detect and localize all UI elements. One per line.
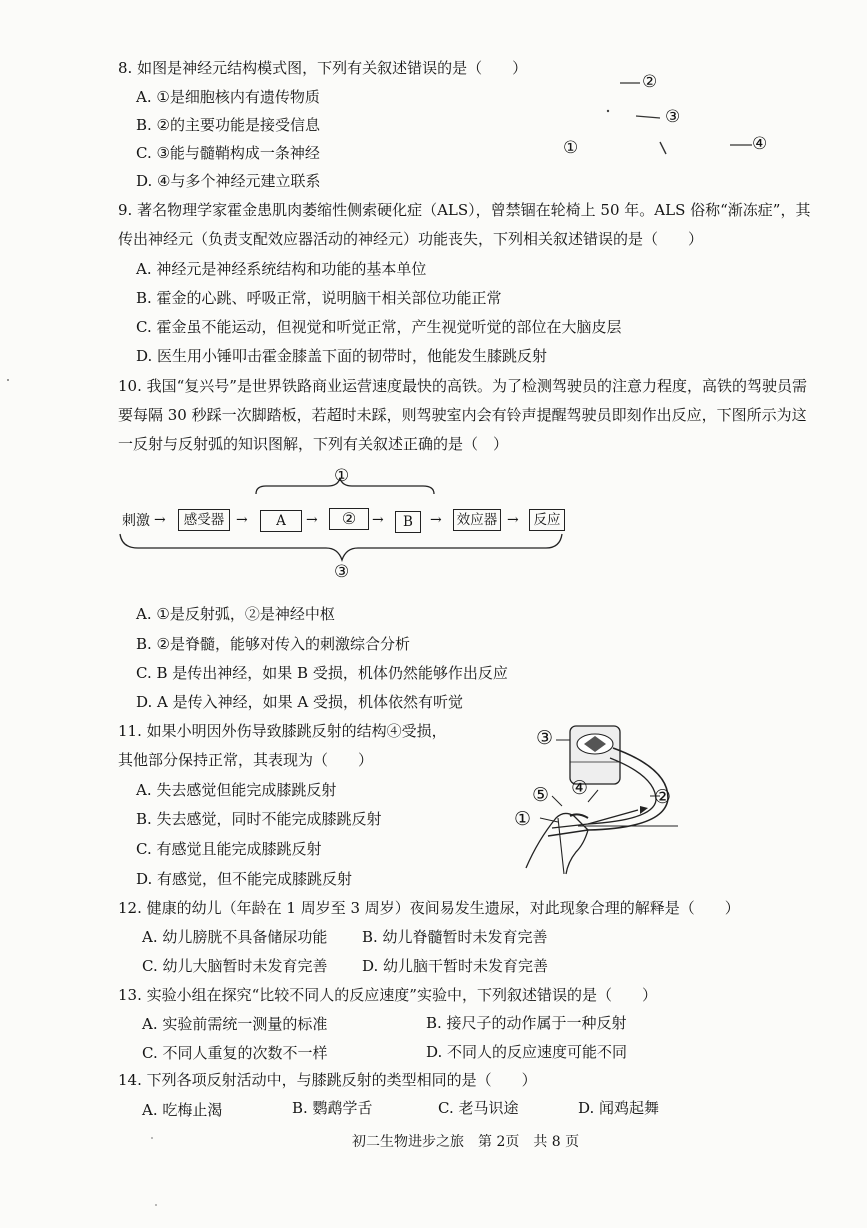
q10-stem-2: 要每隔 30 秒踩一次脚踏板，若超时未踩，则驾驶室内会有铃声提醒驾驶员即刻作出反应，下图所示为这	[118, 406, 807, 424]
q8-option-b: B. ②的主要功能是接受信息	[136, 116, 321, 134]
q10-option-a: A. ①是反射弧，②是神经中枢	[136, 605, 335, 623]
q9-option-a: A. 神经元是神经系统结构和功能的基本单位	[136, 260, 427, 278]
q11-stem-2: 其他部分保持正常，其表现为（ ）	[118, 751, 374, 769]
q8-option-c: C. ③能与髓鞘构成一条神经	[136, 144, 320, 162]
q12-option-c: C. 幼儿大脑暂时未发育完善	[142, 957, 328, 975]
q14-option-a: A. 吃梅止渴	[142, 1101, 223, 1119]
arrow-icon: →	[372, 512, 384, 528]
q11-stem-1: 11. 如果小明因外伤导致膝跳反射的结构④受损，	[118, 722, 447, 740]
q12-stem: 12. 健康的幼儿（年龄在 1 周岁至 3 周岁）夜间易发生遗尿，对此现象合理的解释是（ ）	[118, 899, 740, 917]
q10-stem-1: 10. 我国“复兴号”是世界铁路商业运营速度最快的高铁。为了检测驾驶员的注意力程度，高铁的驾驶员需	[118, 377, 807, 395]
arrow-icon: →	[236, 512, 248, 528]
q10-stem-3: 一反射与反射弧的知识图解，下列有关叙述正确的是（ ）	[118, 435, 509, 453]
q8-stem: 8. 如图是神经元结构模式图，下列有关叙述错误的是（ ）	[118, 59, 528, 77]
reflex-label-4: ④	[571, 777, 589, 799]
q10-option-b: B. ②是脊髓，能够对传入的刺激综合分析	[136, 635, 411, 653]
q13-option-c: C. 不同人重复的次数不一样	[142, 1044, 328, 1062]
q12-option-d: D. 幼儿脑干暂时未发育完善	[362, 957, 549, 975]
q14-stem: 14. 下列各项反射活动中，与膝跳反射的类型相同的是（ ）	[118, 1071, 537, 1089]
diagram-receptor: 感受器	[178, 509, 230, 531]
brace-label-3: ③	[334, 562, 350, 582]
reflex-label-5: ⑤	[532, 784, 550, 806]
diagram-stimulus: 刺激	[122, 513, 150, 529]
neuron-label-1: ①	[563, 138, 579, 158]
q9-stem-2: 传出神经元（负责支配效应器活动的神经元）功能丧失，下列相关叙述错误的是（ ）	[118, 230, 704, 248]
diagram-response: 反应	[529, 509, 565, 531]
diagram-b: B	[395, 511, 421, 533]
q10-option-d: D. A 是传入神经，如果 A 受损，机体依然有听觉	[136, 693, 463, 711]
arrow-icon: →	[154, 512, 166, 528]
q12-option-a: A. 幼儿膀胱不具备储尿功能	[142, 928, 328, 946]
q10-option-c: C. B 是传出神经，如果 B 受损，机体仍然能够作出反应	[136, 664, 508, 682]
q13-stem: 13. 实验小组在探究“比较不同人的反应速度”实验中，下列叙述错误的是（ ）	[118, 986, 657, 1004]
brace-label-1: ①	[334, 466, 350, 486]
arrow-icon: →	[507, 512, 519, 528]
arrow-icon: →	[306, 512, 318, 528]
reflex-label-1: ①	[514, 808, 532, 830]
neuron-label-3: ③	[665, 107, 681, 127]
neuron-label-4: ④	[752, 134, 768, 154]
q8-option-d: D. ④与多个神经元建立联系	[136, 172, 321, 190]
q14-option-c: C. 老马识途	[438, 1099, 519, 1117]
q13-option-d: D. 不同人的反应速度可能不同	[426, 1043, 628, 1061]
arrow-icon: →	[430, 512, 442, 528]
diagram-effector: 效应器	[453, 509, 501, 531]
q11-option-d: D. 有感觉，但不能完成膝跳反射	[136, 870, 353, 888]
diagram-center: ②	[329, 508, 369, 530]
q9-option-c: C. 霍金虽不能运动，但视觉和听觉正常，产生视觉听觉的部位在大脑皮层	[136, 318, 622, 336]
q12-option-b: B. 幼儿脊髓暂时未发育完善	[362, 928, 548, 946]
reflex-label-3: ③	[536, 727, 554, 749]
q11-option-a: A. 失去感觉但能完成膝跳反射	[136, 781, 337, 799]
q9-option-d: D. 医生用小锤叩击霍金膝盖下面的韧带时，他能发生膝跳反射	[136, 347, 548, 365]
neuron-label-2: ②	[642, 72, 658, 92]
q13-option-b: B. 接尺子的动作属于一种反射	[426, 1014, 627, 1032]
reflex-label-2: ②	[654, 786, 672, 808]
q14-option-b: B. 鹦鹉学舌	[292, 1099, 373, 1117]
q14-option-d: D. 闻鸡起舞	[578, 1099, 660, 1117]
diagram-a: A	[260, 510, 302, 532]
q13-option-a: A. 实验前需统一测量的标准	[142, 1015, 328, 1033]
q8-option-a: A. ①是细胞核内有遗传物质	[136, 88, 320, 106]
q11-option-b: B. 失去感觉，同时不能完成膝跳反射	[136, 810, 382, 828]
q11-option-c: C. 有感觉且能完成膝跳反射	[136, 840, 322, 858]
q9-option-b: B. 霍金的心跳、呼吸正常，说明脑干相关部位功能正常	[136, 289, 502, 307]
page-footer: 初二生物进步之旅 第 2页 共 8 页	[352, 1134, 580, 1150]
q9-stem-1: 9. 著名物理学家霍金患肌肉萎缩性侧索硬化症（ALS），曾禁锢在轮椅上 50 年。ALS 俗称“渐冻症”，其	[118, 201, 811, 219]
